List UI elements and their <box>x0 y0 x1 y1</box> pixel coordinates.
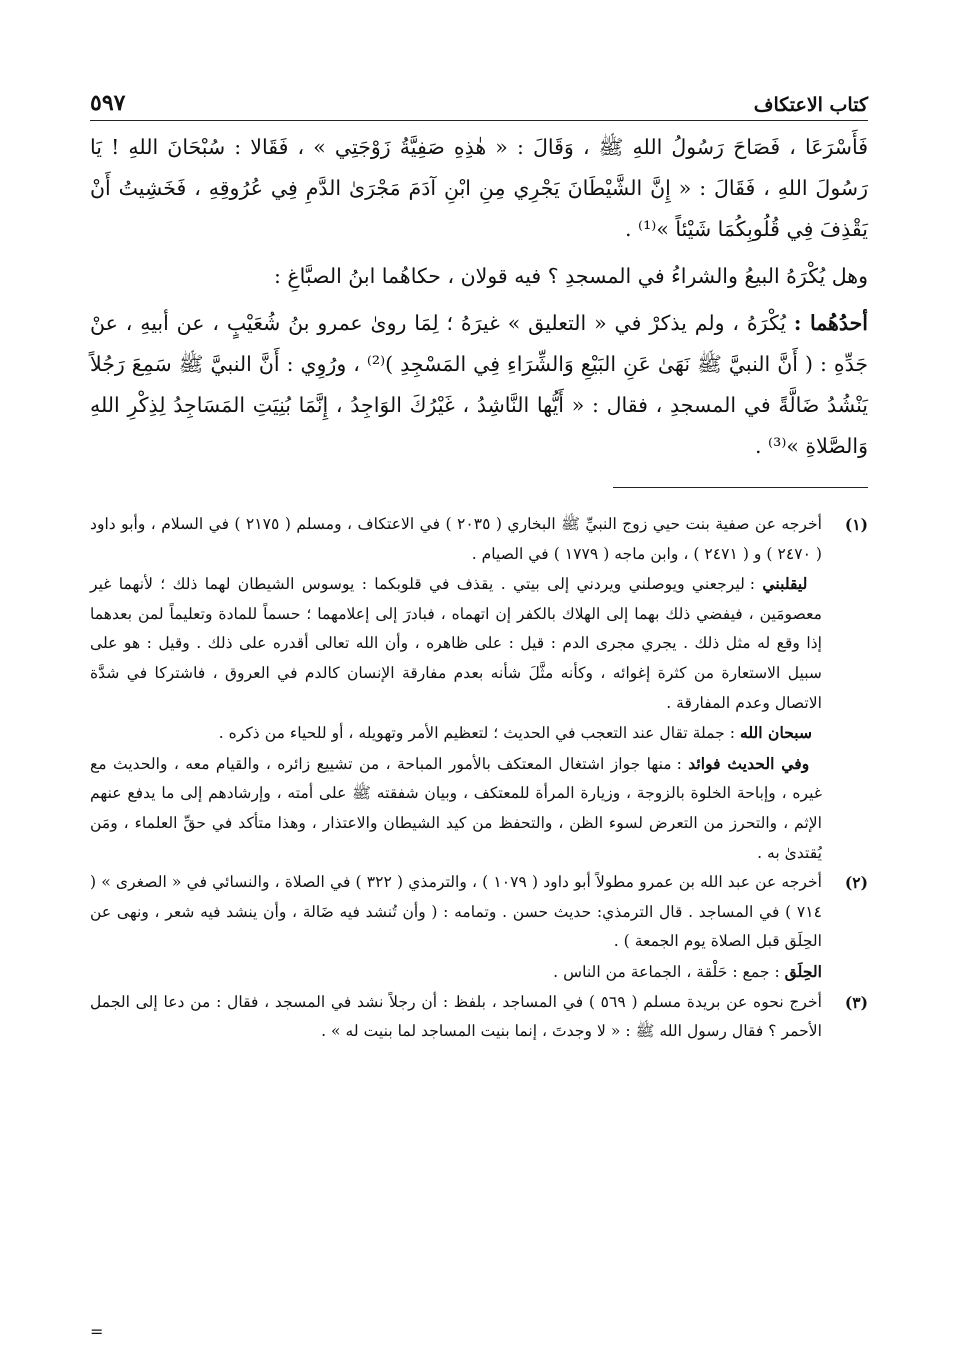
note-term: الحِلَق <box>784 961 822 981</box>
page-header <box>90 86 868 121</box>
book-page <box>90 86 868 1047</box>
main-paragraph-1: فَأَسْرَعَا ، فَصَاحَ رَسُولُ اللهِ ﷺ ، وَقَالَ : « هٰذِهِ صَفِيَّةُ زَوْجَتِي » ، فَقَالا : سُبْحَانَ اللهِ ! يَا رَسُولَ اللهِ ، فَقَالَ : « إِنَّ الشَّيْطَانَ يَجْرِي مِنِ ابْنِ آدَمَ مَجْرَىٰ الدَّمِ فِي عُرُوقِهِ ، فَخَشِيتُ أَنْ يَقْذِفَ فِي قُلُوبِكُمَا شَيْئاً »⁽¹⁾ . <box>90 135 868 241</box>
continuation-mark: = <box>90 1322 104 1341</box>
note-term: سبحان الله <box>740 723 813 743</box>
main-paragraph-2: وهل يُكْرَهُ البيعُ والشراءُ في المسجدِ ؟ فيه قولان ، حكاهُما ابنُ الصبَّاغِ : <box>273 264 868 288</box>
footnote-text: أخرج نحوه عن بريدة مسلم ( ٥٦٩ ) في المساجد ، بلفظ : أن رجلاً نشد في المسجد ، فقال : من دعا إلى الجمل الأحمر ؟ فقال رسول الله ﷺ : « لا وجدتَ ، إنما بنيت المساجد لما بنيت له » . <box>90 992 823 1041</box>
footnote-note <box>90 749 822 868</box>
footnote-3 <box>90 988 868 1047</box>
note-body: : ليرجعني ويوصلني ويردني إلى بيتي . يقذف في قلوبكما : يوسوس الشيطان لهما ذلك ؛ لأنهما غير معصومَين ، فيفضي ذلك بهما إلى الهلاك بالكفر إن اتهماه ، فبادرَ إلى إعلامهما ؛ حسماً للمادة وتعليماً لمن بعدهما إذا وقع له مثل ذلك . يجري مجرى الدم : قيل : على ظاهره ، وأن الله تعالى أقدره على ذلك . وقيل : هو على سبيل الاستعارة من كثرة إغوائه ، وكأنه مثَّلَ شأنه بعدم مفارقة الإنسان كالدم في العروق ، فاشتركا في شدَّة الاتصال وعدم المفارقة . <box>90 575 822 712</box>
footnote-separator <box>613 487 868 488</box>
note-term: وفي الحديث فوائد <box>688 753 810 773</box>
footnote-note <box>90 718 822 749</box>
paragraph-lead: أحدُهُما : <box>793 311 868 335</box>
footnote-note <box>90 569 822 718</box>
page-number: ٥٩٧ <box>90 90 126 116</box>
footnote-note <box>90 957 822 988</box>
footnote-1-notes <box>90 569 868 868</box>
note-body: : جمع : حَلْقة ، الجماعة من الناس . <box>553 962 780 981</box>
chapter-title: كتاب الاعتكاف <box>753 94 868 116</box>
footnote-text: أخرجه عن صفية بنت حيي زوج النبيِّ ﷺ البخاري ( ٢٠٣٥ ) في الاعتكاف ، ومسلم ( ٢١٧٥ ) في السلام ، وأبو داود ( ٢٤٧٠ ) و ( ٢٤٧١ ) ، وابن ماجه ( ١٧٧٩ ) في الصيام . <box>90 515 822 563</box>
footnote-number: (١) <box>844 515 868 534</box>
note-term: ليقلبني <box>762 574 808 594</box>
main-text <box>90 127 868 467</box>
note-body: : منها جواز اشتغال المعتكف بالأمور المباحة ، من تشييع زائره ، والقيام معه ، والحديث مع غيره ، وإباحة الخلوة بالزوجة ، وزيارة المرأة للمعتكف ، وبيان شفقته ﷺ على أمته ، وإرشادهم إلى ما يدفع عنهم الإثم ، والتحرز من التعرض لسوء الظن ، والتحفظ من كيد الشيطان والاعتذار ، وهذا متأكد في حقِّ العلماء ، ومَن يُقتدىٰ به . <box>90 754 822 862</box>
footnote-1 <box>90 510 868 569</box>
footnote-number: (٣) <box>844 992 868 1012</box>
footnote-number: (٢) <box>844 873 868 893</box>
footnote-text: أخرجه عن عبد الله بن عمرو مطولاً أبو داود ( ١٠٧٩ ) ، والترمذي ( ٣٢٢ ) في الصلاة ، والنسائي في « الصغرى » ( ٧١٤ ) في المساجد . قال الترمذي: حديث حسن . وتمامه : ( وأن تُنشد فيه ضَالة ، وأن ينشد فيه شعر ، ونهى عن الحِلَق قبل الصلاة يوم الجمعة ) . <box>90 873 822 951</box>
main-paragraph-3 <box>90 303 868 467</box>
footnotes <box>90 510 868 1047</box>
footnote-2 <box>90 868 868 987</box>
note-body: : جملة تقال عند التعجب في الحديث ؛ لتعظيم الأمر وتهويله ، أو للحياء من ذكره . <box>218 724 736 743</box>
paragraph-body: يُكْرَهُ ، ولم يذكرْ في « التعليق » غيرَهُ ؛ لِمَا روىٰ عمرو بنُ شُعَيْبٍ ، عن أبيهِ ، عنْ جَدِّهِ : ( أَنَّ النبيَّ ﷺ نَهَىٰ عَنِ البَيْعِ وَالشِّرَاءِ فِي المَسْجِدِ )⁽²⁾ ، ورُوِي : أَنَّ النبيَّ ﷺ سَمِعَ رَجُلاً يَنْشُدُ ضَالَّةً في المسجدِ ، فقال : « أَيُّها النَّاشِدُ ، غَيْرُكَ الوَاجِدُ ، إِنَّمَا بُنِيَتِ المَسَاجِدُ لِذِكْرِ اللهِ وَالصَّلاةِ »⁽³⁾ . <box>90 311 869 458</box>
